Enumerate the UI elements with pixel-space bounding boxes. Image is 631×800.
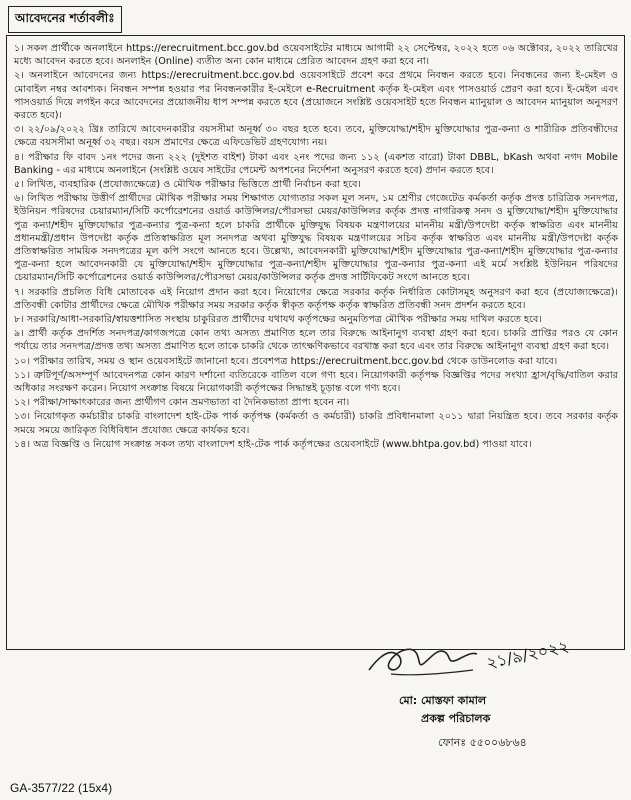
term-item-11: ১১। ত্রুটিপূর্ণ/অসম্পূর্ণ আবেদনপত্র কোন কারণ দর্শানো ব্যতিরেকে বাতিল বলে গণ্য হবে। নিয়োগকারী কর্তৃপক্ষ বিজ্ঞপ্তির পদের সংখ্যা হ্রাস/বৃদ্ধি/বাতিল করার অধিকার সংরক্ষণ করেন। নিয়োগ সংক্রান্ত বিষয়ে নিয়োগকারী কর্তৃপক্ষের সিদ্ধান্তই চূড়ান্ত বলে গণ্য হবে। [14,369,618,395]
term-item-6: ৬। লিখিত পরীক্ষায় উত্তীর্ণ প্রার্থীদের মৌখিক পরীক্ষার সময় শিক্ষাগত যোগ্যতার সকল মূল সনদ, ১ম শ্রেণীর গেজেটেড কর্মকর্তা কর্তৃক প্রদত্ত চারিত্রিক সনদপত্র, ইউনিয়ন পরিষদের চেয়ারম্যান/সিটি কর্পোরেশনের ওয়ার্ড কাউন্সিলর/পৌরসভা মেয়র/কাউন্সিলর কর্তৃক প্রদত্ত নাগরিকত্ব সনদ ও মুক্তিযোদ্ধা/শহীদ মুক্তিযোদ্ধার পুত্র কন্যা/শহীদ মুক্তিযোদ্ধার পুত্র-কন্যার পুত্র-কন্যা হলে চাকরি প্রার্থীকে মুক্তিযুদ্ধ বিষয়ক মন্ত্রণালয়ের মাননীয় মন্ত্রী/উপদেষ্টা কর্তৃক স্বাক্ষরিত এবং মাননীয় প্রধানমন্ত্রী/প্রধান উপদেষ্টা কর্তৃক প্রতিস্বাক্ষরিত মূল সনদপত্র অথবা মুক্তিযুদ্ধ বিষয়ক মন্ত্রণালয়ের সচিব কর্তৃক স্বাক্ষরিত এবং মাননীয় মন্ত্রী/উপদেষ্টা কর্তৃক প্রতিস্বাক্ষরিত সাময়িক সনদপত্রের মূল কপি সংগে আনতে হবে। উল্লেখ্য, আবেদনকারী মুক্তিযোদ্ধা/শহীদ মুক্তিযোদ্ধার পুত্র-কন্যা/শহীদ মুক্তিযোদ্ধার পুত্র-কন্যার পুত্র-কন্যা হলে আবেদনকারী যে মুক্তিযোদ্ধা/শহীদ মুক্তিযোদ্ধার পুত্র-কন্যা/শহীদ মুক্তিযোদ্ধার পুত্র-কন্যার পুত্র-কন্যা এই মর্মে সংশ্লিষ্ট ইউনিয়ন পরিষদের চেয়ারম্যান/সিটি কর্পোরেশনের ওয়ার্ড কাউন্সিলর/পৌরসভা মেয়র/কাউন্সিলর কর্তৃক প্রদত্ত সার্টিফিকেট সংগে আনতে হবে। [14,193,618,284]
term-item-12: ১২। পরীক্ষা/সাক্ষাৎকারের জন্য প্রার্থীগণ কোন ভ্রমণভাতা বা দৈনিকভাতা প্রাপ্য হবেন না। [14,397,350,409]
term-item-14: ১৪। অত্র বিজ্ঞপ্তি ও নিয়োগ সংক্রান্ত সকল তথ্য বাংলাদেশ হাই-টেক পার্ক কর্তৃপক্ষের ওয়েবসাইটে (www.bhtpa.gov.bd) পাওয়া যাবে। [14,438,532,450]
term-item-5: ৫। লিখিত, ব্যবহারিক (প্রযোজ্যক্ষেত্রে) ও মৌখিক পরীক্ষার ভিত্তিতে প্রার্থী নির্বাচন করা হবে। [14,179,362,191]
term-item-13: ১৩। নিয়োগকৃত কর্মচারীর চাকরি বাংলাদেশ হাই-টেক পার্ক কর্তৃপক্ষ (কর্মকর্তা ও কর্মচারী) চাকরি প্রবিধানমালা ২০১১ দ্বারা নিয়ন্ত্রিত হবে। তবে সরকার কর্তৃক সময়ে সময়ে জারিকৃত বিধিবিধান প্রযোজ্য ক্ষেত্রে কার্যকর হবে। [14,411,618,436]
signer-name: মো: মোস্তফা কামাল [399,694,487,707]
term-item-8: ৮। সরকারি/আধা-সরকারি/স্বায়ত্তশাসিত সংস্থায় চাকুরিরত প্রার্থীদের যথাযথ কর্তৃপক্ষের অনুমতিপত্র মৌখিক পরীক্ষার সময় দাখিল করতে হবে। [14,314,542,326]
signer-title: প্রকল্প পরিচালক [421,712,491,725]
term-item-1: ১। সকল প্রার্থীকে অনলাইনে https://erecruitment.bcc.gov.bd ওয়েবসাইটের মাধ্যমে আগামী ২২ সেপ্টেম্বর, ২০২২ হতে ০৬ অক্টোবর, ২০২২ তারিখের মধ্যে আবেদন করতে হবে। অনলাইন (Online) ব্যতীত অন্য কোন মাধ্যমে প্রেরিত আবেদন গ্রহণ করা হবে না। [14,43,618,68]
term-item-3: ৩। ২২/০৯/২০২২ খ্রিঃ তারিখে আবেদনকারীর বয়সসীমা অনূর্ধ্ব ৩০ বছর হতে হবে। তবে, মুক্তিযোদ্ধা/শহীদ মুক্তিযোদ্ধার পুত্র-কন্যা ও শারীরিক প্রতিবন্ধীদের ক্ষেত্রে বয়সসীমা অনূর্ধ্ব ৩২ বছর। বয়স প্রমাণের ক্ষেত্রে এফিডেভিট গ্রহণযোগ্য নয়। [14,124,618,149]
terms-box [6,35,625,650]
handwritten-date: ২১/৯/২০২২ [484,636,571,673]
term-item-10: ১০। পরীক্ষার তারিখ, সময় ও স্থান ওয়েবসাইটে জানানো হবে। প্রবেশপত্র https://erecruitment.bcc.gov.bd থেকে ডাউনলোড করা যাবে। [14,355,558,367]
reference-code: GA-3577/22 (15x4) [10,781,113,795]
term-item-4: ৪। পরীক্ষার ফি বাবদ ১নং পদের জন্য ২২২ (দুইশত বাইশ) টাকা এবং ২নং পদের জন্য ১১২ (একশত বারো) টাকা DBBL, bKash অথবা নগদ Mobile Banking - এর মাধ্যমে অনলাইনে (সংশ্লিষ্ট ওয়েব সাইটের পেমেন্ট অপশনের নির্দেশনা অনুসরণ করতে হবে) প্রদান করতে হবে। [14,151,618,176]
handwritten-signature [361,634,481,682]
notice-page [6,6,625,795]
terms-heading: আবেদনের শর্তাবলীঃ [8,6,122,33]
signature-block [6,634,625,794]
term-item-2: ২। অনলাইনে আবেদনের জন্য https://erecruitment.bcc.gov.bd ওয়েবসাইটে প্রবেশ করে প্রথমে নিবন্ধন করতে হবে। নিবন্ধনের জন্য ই-মেইল ও মোবাইল নম্বর আবশ্যক। নিবন্ধন সম্পন্ন হওয়ার পর নিবন্ধনকারীর ই-মেইলে e-Recruitment কর্তৃক ই-মেইল এবং পাসওয়ার্ড প্রেরণ করা হবে। ই-মেইল এবং পাসওয়ার্ড দিয়ে লগইন করে আবেদনের প্রয়োজনীয় ধাপ সম্পন্ন করতে হবে (প্রয়োজনে সংশ্লিষ্ট ওয়েবসাইট হতে নিবন্ধন ম্যানুয়াল ও আবেদন ম্যানুয়াল অনুসরণ করতে হবে)। [14,70,618,122]
term-item-9: ৯। প্রার্থী কর্তৃক প্রদর্শিত সনদপত্র/কাগজপত্রে কোন তথ্য অসত্য প্রমাণিত হলে তার বিরুদ্ধে আইনানুগ ব্যবস্থা গ্রহণ করা হবে। চাকরি প্রাপ্তির পরও যে কোন পর্যায়ে তার সনদপত্র/প্রদত্ত তথ্য অসত্য প্রমাণিত হলে তাকে চাকরি থেকে তাৎক্ষণিকভাবে বরখাস্ত করা হবে এবং তার বিরুদ্ধে আইনানুগ ব্যবস্থা গ্রহণ করা হবে। [14,328,618,353]
signer-phone: ফোনঃ ৫৫০০৬৮৬৪ [438,736,527,749]
term-item-7: ৭। সরকারি প্রচলিত বিধি মোতাবেক এই নিয়োগ প্রদান করা হবে। নিয়োগের ক্ষেত্রে সরকার কর্তৃক নির্ধারিত কোটাসমূহ অনুসরণ করা হবে (প্রযোজ্যক্ষেত্রে)। প্রতিবন্ধী কোটার প্রার্থীদের ক্ষেত্রে মৌখিক পরীক্ষার সময় সরকার কর্তৃক স্বীকৃত কর্তৃপক্ষ কর্তৃক স্বাক্ষরিত প্রতিবন্ধী সনদ প্রদর্শন করতে হবে। [14,286,618,311]
